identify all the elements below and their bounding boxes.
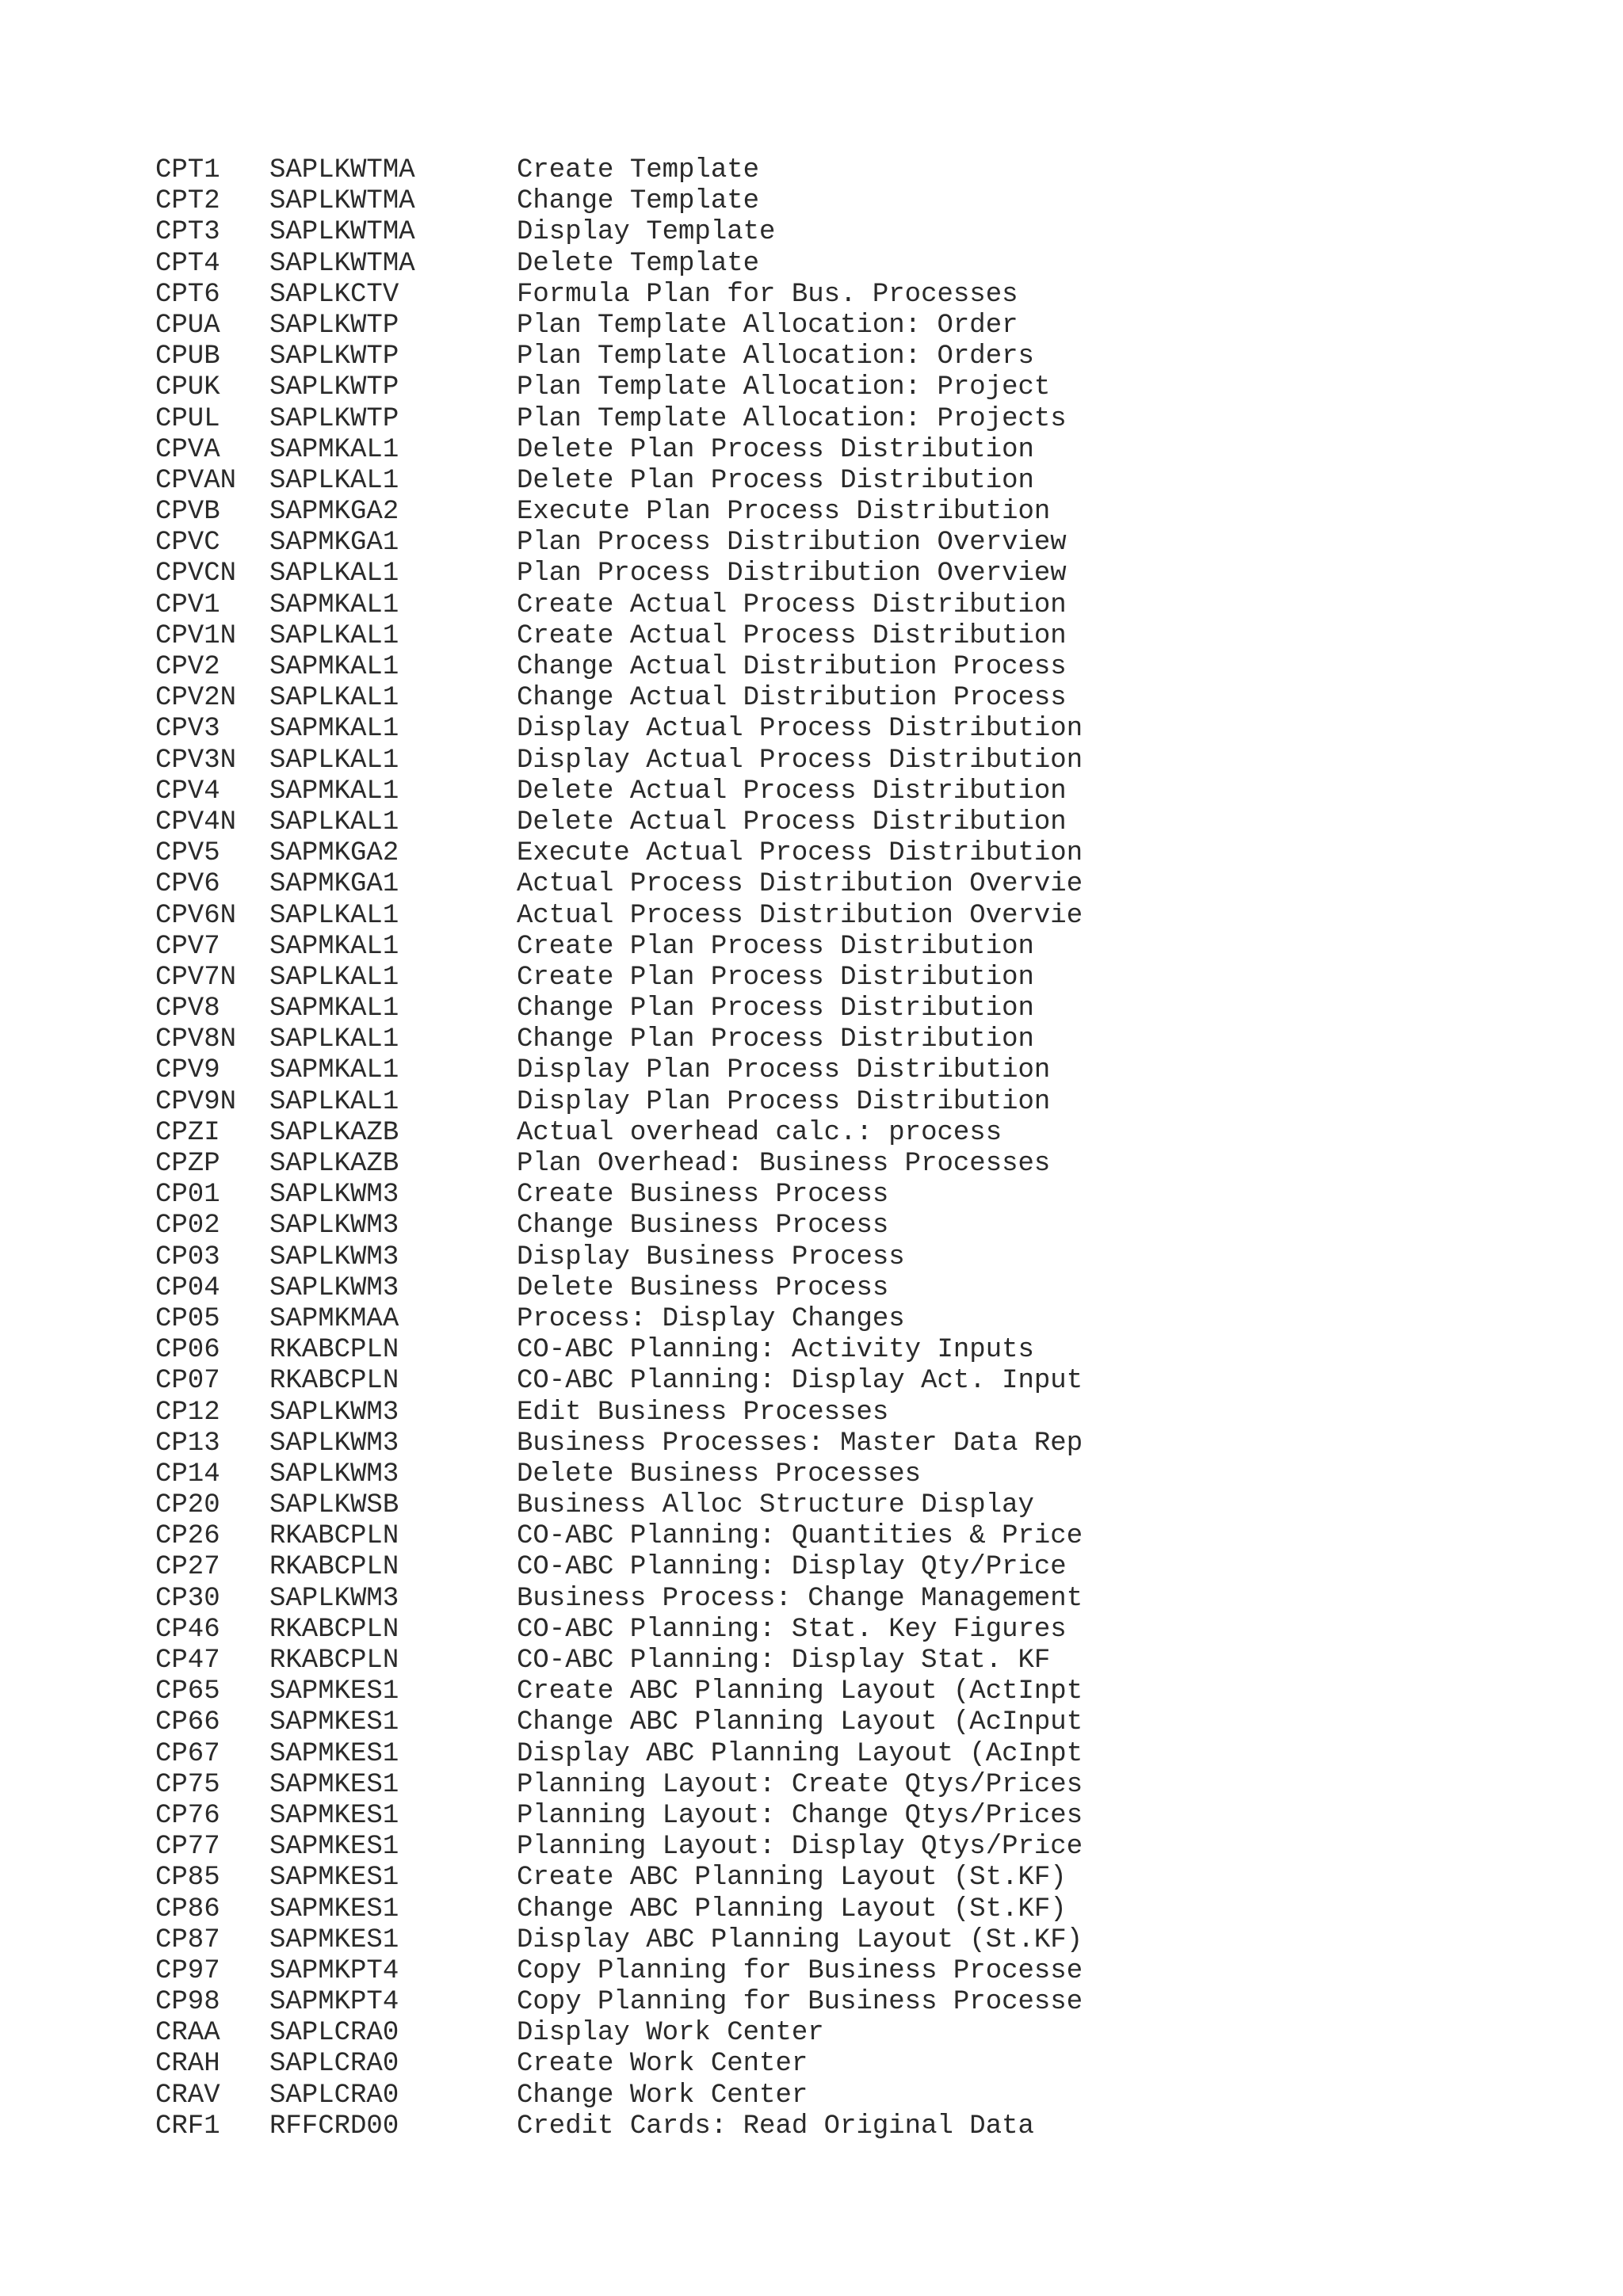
transaction-description: Delete Business Process — [517, 1272, 889, 1303]
transaction-code: CPV7 — [155, 931, 220, 962]
transaction-code: CP02 — [155, 1211, 220, 1241]
transaction-code: CPV1 — [155, 589, 220, 620]
program-name: SAPMKMAA — [269, 1303, 399, 1334]
transaction-description: Planning Layout: Display Qtys/Price — [517, 1832, 1083, 1863]
list-item — [155, 1925, 1455, 1956]
transaction-code: CPVAN — [155, 465, 237, 496]
transaction-code: CRAV — [155, 2080, 220, 2111]
list-item — [155, 590, 1455, 621]
transaction-code: CPV8 — [155, 994, 220, 1024]
transaction-code: CP05 — [155, 1303, 220, 1334]
program-name: SAPLKAL1 — [269, 465, 399, 496]
program-name: SAPLKWM3 — [269, 1211, 399, 1241]
program-name: SAPLKWTP — [269, 403, 399, 434]
program-name: RKABCPLN — [269, 1366, 399, 1397]
transaction-code: CRAH — [155, 2049, 220, 2080]
program-name: SAPMKPT4 — [269, 1987, 399, 2018]
list-item — [155, 1863, 1455, 1894]
list-item — [155, 1366, 1455, 1397]
transaction-code: CPZP — [155, 1149, 220, 1179]
transaction-code: CPV4 — [155, 776, 220, 807]
transaction-description: Change Plan Process Distribution — [517, 994, 1034, 1024]
list-item — [155, 1894, 1455, 1925]
transaction-code: CP20 — [155, 1490, 220, 1521]
list-item — [155, 1490, 1455, 1521]
program-name: SAPLKWTMA — [269, 217, 415, 248]
list-item — [155, 1552, 1455, 1583]
program-name: SAPLKCTV — [269, 279, 399, 310]
transaction-code: CP66 — [155, 1707, 220, 1738]
program-name: SAPMKAL1 — [269, 1055, 399, 1086]
transaction-description: CO-ABC Planning: Activity Inputs — [517, 1335, 1034, 1366]
transaction-description: Plan Template Allocation: Orders — [517, 341, 1034, 372]
program-name: SAPMKES1 — [269, 1894, 399, 1924]
transaction-description: Business Processes: Master Data Rep — [517, 1428, 1083, 1459]
transaction-description: Process: Display Changes — [517, 1303, 905, 1334]
program-name: SAPMKGA1 — [269, 528, 399, 559]
transaction-code: CPVA — [155, 434, 220, 465]
transaction-code: CPV7N — [155, 962, 237, 993]
list-item — [155, 2018, 1455, 2049]
transaction-description: Display Actual Process Distribution — [517, 714, 1083, 745]
transaction-description: Display Actual Process Distribution — [517, 745, 1083, 776]
program-name: SAPMKES1 — [269, 1924, 399, 1955]
transaction-description: CO-ABC Planning: Display Stat. KF — [517, 1646, 1051, 1676]
list-item — [155, 994, 1455, 1024]
program-name: SAPLKWTP — [269, 310, 399, 341]
program-name: SAPMKGA2 — [269, 838, 399, 869]
transaction-code: CPV2 — [155, 652, 220, 682]
transaction-description: Execute Actual Process Distribution — [517, 838, 1083, 869]
transaction-description: Planning Layout: Change Qtys/Prices — [517, 1800, 1083, 1831]
transaction-description: Change Work Center — [517, 2080, 808, 2111]
transaction-code: CPV9N — [155, 1086, 237, 1117]
transaction-description: Create Template — [517, 155, 760, 185]
transaction-code: CPV3 — [155, 714, 220, 745]
transaction-description: Edit Business Processes — [517, 1397, 889, 1428]
list-item — [155, 776, 1455, 807]
transaction-description: Business Alloc Structure Display — [517, 1490, 1034, 1521]
program-name: SAPLKWM3 — [269, 1180, 399, 1211]
program-name: SAPMKAL1 — [269, 776, 399, 807]
list-item — [155, 497, 1455, 528]
list-item — [155, 1055, 1455, 1086]
transaction-code: CPV9 — [155, 1055, 220, 1086]
program-name: SAPLKWM3 — [269, 1428, 399, 1459]
program-name: SAPLCRA0 — [269, 2018, 399, 2049]
transaction-code: CPT6 — [155, 279, 220, 310]
list-item — [155, 1521, 1455, 1552]
program-name: SAPMKPT4 — [269, 1955, 399, 1986]
program-name: SAPLKAL1 — [269, 1024, 399, 1055]
transaction-description: Copy Planning for Business Processe — [517, 1987, 1083, 2018]
list-item — [155, 1956, 1455, 1987]
program-name: RKABCPLN — [269, 1335, 399, 1366]
list-item — [155, 746, 1455, 776]
program-name: SAPLKAL1 — [269, 807, 399, 837]
transaction-description: Change ABC Planning Layout (St.KF) — [517, 1894, 1067, 1924]
transaction-description: Change Plan Process Distribution — [517, 1024, 1034, 1055]
program-name: SAPLKWTP — [269, 372, 399, 403]
program-name: SAPMKES1 — [269, 1676, 399, 1707]
transaction-code: CP85 — [155, 1863, 220, 1894]
list-item — [155, 466, 1455, 497]
transaction-code: CPUB — [155, 341, 220, 372]
program-name: SAPLKAL1 — [269, 559, 399, 589]
program-name: SAPLKWTP — [269, 341, 399, 372]
list-item — [155, 1024, 1455, 1055]
list-item — [155, 249, 1455, 280]
list-item — [155, 341, 1455, 372]
list-item — [155, 186, 1455, 217]
transaction-description: Display ABC Planning Layout (AcInpt — [517, 1738, 1083, 1769]
list-item — [155, 1304, 1455, 1335]
program-name: SAPLKWM3 — [269, 1583, 399, 1614]
transaction-code: CPV4N — [155, 807, 237, 837]
transaction-code-list — [155, 155, 1455, 2142]
list-item — [155, 963, 1455, 994]
list-item — [155, 1242, 1455, 1273]
transaction-code: CP76 — [155, 1800, 220, 1831]
transaction-description: Change Actual Distribution Process — [517, 683, 1067, 714]
transaction-description: Copy Planning for Business Processe — [517, 1955, 1083, 1986]
transaction-code: CPV3N — [155, 745, 237, 776]
program-name: SAPLKWTMA — [269, 186, 415, 217]
transaction-code: CP65 — [155, 1676, 220, 1707]
program-name: SAPMKES1 — [269, 1832, 399, 1863]
program-name: SAPLKAL1 — [269, 1086, 399, 1117]
program-name: SAPMKAL1 — [269, 589, 399, 620]
list-item — [155, 901, 1455, 932]
list-item — [155, 1987, 1455, 2018]
transaction-description: Plan Template Allocation: Projects — [517, 403, 1067, 434]
list-item — [155, 1428, 1455, 1459]
transaction-code: CP27 — [155, 1552, 220, 1583]
list-item — [155, 1707, 1455, 1738]
program-name: SAPLKAL1 — [269, 745, 399, 776]
list-item — [155, 155, 1455, 186]
program-name: SAPMKAL1 — [269, 714, 399, 745]
transaction-description: Display ABC Planning Layout (St.KF) — [517, 1924, 1083, 1955]
program-name: SAPMKES1 — [269, 1769, 399, 1800]
transaction-description: Formula Plan for Bus. Processes — [517, 279, 1018, 310]
list-item — [155, 311, 1455, 341]
transaction-code: CPVC — [155, 528, 220, 559]
transaction-description: Create Actual Process Distribution — [517, 620, 1067, 651]
transaction-code: CPV2N — [155, 683, 237, 714]
transaction-description: Business Process: Change Management — [517, 1583, 1083, 1614]
transaction-description: Actual Process Distribution Overvie — [517, 869, 1083, 900]
transaction-code: CPZI — [155, 1117, 220, 1148]
transaction-description: Delete Plan Process Distribution — [517, 465, 1034, 496]
program-name: RKABCPLN — [269, 1646, 399, 1676]
transaction-description: Create Plan Process Distribution — [517, 931, 1034, 962]
list-item — [155, 2081, 1455, 2111]
list-item — [155, 714, 1455, 745]
transaction-code: CPVCN — [155, 559, 237, 589]
program-name: RKABCPLN — [269, 1521, 399, 1552]
transaction-code: CP67 — [155, 1738, 220, 1769]
transaction-description: Display Plan Process Distribution — [517, 1055, 1051, 1086]
program-name: SAPLKAL1 — [269, 683, 399, 714]
list-item — [155, 1646, 1455, 1676]
list-item — [155, 435, 1455, 466]
transaction-code: CP07 — [155, 1366, 220, 1397]
list-item — [155, 1832, 1455, 1863]
transaction-description: Change Actual Distribution Process — [517, 652, 1067, 682]
transaction-code: CP01 — [155, 1180, 220, 1211]
transaction-code: CPT4 — [155, 248, 220, 279]
list-item — [155, 217, 1455, 248]
program-name: SAPLKAZB — [269, 1149, 399, 1179]
list-item — [155, 652, 1455, 683]
transaction-code: CPT1 — [155, 155, 220, 185]
program-name: SAPLKAL1 — [269, 620, 399, 651]
list-item — [155, 280, 1455, 311]
transaction-code: CPT3 — [155, 217, 220, 248]
program-name: SAPMKGA2 — [269, 497, 399, 528]
transaction-description: Create Work Center — [517, 2049, 808, 2080]
transaction-description: Execute Plan Process Distribution — [517, 497, 1051, 528]
list-item — [155, 372, 1455, 403]
list-item — [155, 683, 1455, 714]
program-name: SAPLKWTMA — [269, 248, 415, 279]
list-item — [155, 932, 1455, 963]
list-item — [155, 528, 1455, 559]
program-name: SAPLCRA0 — [269, 2049, 399, 2080]
transaction-description: Credit Cards: Read Original Data — [517, 2111, 1034, 2142]
transaction-code: CP97 — [155, 1955, 220, 1986]
transaction-description: CO-ABC Planning: Quantities & Price — [517, 1521, 1083, 1552]
program-name: SAPMKES1 — [269, 1738, 399, 1769]
program-name: RFFCRD00 — [269, 2111, 399, 2142]
list-item — [155, 1459, 1455, 1490]
program-name: SAPLKWSB — [269, 1490, 399, 1521]
list-item — [155, 2049, 1455, 2080]
transaction-code: CPUA — [155, 310, 220, 341]
transaction-code: CP47 — [155, 1646, 220, 1676]
transaction-code: CP06 — [155, 1335, 220, 1366]
transaction-code: CRAA — [155, 2018, 220, 2049]
list-item — [155, 807, 1455, 838]
transaction-description: Delete Actual Process Distribution — [517, 807, 1067, 837]
transaction-description: Display Work Center — [517, 2018, 824, 2049]
program-name: SAPMKAL1 — [269, 434, 399, 465]
transaction-description: Create Business Process — [517, 1180, 889, 1211]
list-item — [155, 1739, 1455, 1770]
list-item — [155, 1676, 1455, 1707]
list-item — [155, 1273, 1455, 1304]
transaction-description: Display Template — [517, 217, 776, 248]
list-item — [155, 2111, 1455, 2142]
transaction-code: CP46 — [155, 1614, 220, 1645]
program-name: SAPMKES1 — [269, 1707, 399, 1738]
transaction-code: CPUL — [155, 403, 220, 434]
transaction-code: CRF1 — [155, 2111, 220, 2142]
program-name: SAPMKAL1 — [269, 931, 399, 962]
transaction-code: CP12 — [155, 1397, 220, 1428]
list-item — [155, 1211, 1455, 1241]
transaction-code: CP87 — [155, 1924, 220, 1955]
list-item — [155, 838, 1455, 869]
transaction-description: Plan Overhead: Business Processes — [517, 1149, 1051, 1179]
transaction-description: Plan Process Distribution Overview — [517, 528, 1067, 559]
program-name: SAPLKAL1 — [269, 900, 399, 931]
transaction-code: CPV1N — [155, 620, 237, 651]
transaction-description: Actual overhead calc.: process — [517, 1117, 1002, 1148]
transaction-code: CP03 — [155, 1241, 220, 1272]
list-item — [155, 1335, 1455, 1366]
transaction-code: CPV6N — [155, 900, 237, 931]
transaction-code: CP14 — [155, 1459, 220, 1489]
transaction-description: Change Business Process — [517, 1211, 889, 1241]
transaction-code: CP26 — [155, 1521, 220, 1552]
program-name: SAPLKAZB — [269, 1117, 399, 1148]
transaction-description: Plan Process Distribution Overview — [517, 559, 1067, 589]
transaction-description: Create ABC Planning Layout (ActInpt — [517, 1676, 1083, 1707]
list-item — [155, 559, 1455, 589]
list-item — [155, 1770, 1455, 1801]
transaction-code: CPV5 — [155, 838, 220, 869]
list-item — [155, 1149, 1455, 1180]
transaction-description: Delete Business Processes — [517, 1459, 922, 1489]
list-item — [155, 1615, 1455, 1646]
transaction-description: Create Actual Process Distribution — [517, 589, 1067, 620]
program-name: SAPLKWTMA — [269, 155, 415, 185]
list-item — [155, 1398, 1455, 1428]
transaction-code: CPV6 — [155, 869, 220, 900]
program-name: SAPLCRA0 — [269, 2080, 399, 2111]
transaction-code: CP30 — [155, 1583, 220, 1614]
transaction-description: Plan Template Allocation: Project — [517, 372, 1051, 403]
program-name: SAPMKAL1 — [269, 652, 399, 682]
transaction-code: CP75 — [155, 1769, 220, 1800]
program-name: SAPMKAL1 — [269, 994, 399, 1024]
transaction-code: CPV8N — [155, 1024, 237, 1055]
list-item — [155, 1584, 1455, 1615]
list-item — [155, 1801, 1455, 1832]
transaction-code: CP04 — [155, 1272, 220, 1303]
transaction-code: CP77 — [155, 1832, 220, 1863]
program-name: SAPLKAL1 — [269, 962, 399, 993]
list-item — [155, 621, 1455, 652]
transaction-description: Create Plan Process Distribution — [517, 962, 1034, 993]
transaction-description: Display Business Process — [517, 1241, 905, 1272]
program-name: SAPLKWM3 — [269, 1272, 399, 1303]
transaction-description: Create ABC Planning Layout (St.KF) — [517, 1863, 1067, 1894]
transaction-code: CPUK — [155, 372, 220, 403]
program-name: RKABCPLN — [269, 1552, 399, 1583]
transaction-description: Change ABC Planning Layout (AcInput — [517, 1707, 1083, 1738]
list-item — [155, 1180, 1455, 1211]
program-name: SAPLKWM3 — [269, 1241, 399, 1272]
list-item — [155, 1087, 1455, 1118]
transaction-description: Planning Layout: Create Qtys/Prices — [517, 1769, 1083, 1800]
program-name: SAPMKES1 — [269, 1863, 399, 1894]
transaction-description: CO-ABC Planning: Display Act. Input — [517, 1366, 1083, 1397]
program-name: SAPLKWM3 — [269, 1397, 399, 1428]
list-item — [155, 404, 1455, 435]
transaction-description: Delete Plan Process Distribution — [517, 434, 1034, 465]
transaction-description: Display Plan Process Distribution — [517, 1086, 1051, 1117]
program-name: SAPMKES1 — [269, 1800, 399, 1831]
list-item — [155, 1118, 1455, 1149]
program-name: SAPLKWM3 — [269, 1459, 399, 1489]
transaction-description: Delete Actual Process Distribution — [517, 776, 1067, 807]
transaction-description: CO-ABC Planning: Stat. Key Figures — [517, 1614, 1067, 1645]
program-name: RKABCPLN — [269, 1614, 399, 1645]
transaction-code: CP86 — [155, 1894, 220, 1924]
transaction-code: CPT2 — [155, 186, 220, 217]
transaction-code: CPVB — [155, 497, 220, 528]
transaction-code: CP13 — [155, 1428, 220, 1459]
transaction-description: Plan Template Allocation: Order — [517, 310, 1018, 341]
program-name: SAPMKGA1 — [269, 869, 399, 900]
list-item — [155, 869, 1455, 900]
transaction-description: Actual Process Distribution Overvie — [517, 900, 1083, 931]
transaction-description: CO-ABC Planning: Display Qty/Price — [517, 1552, 1067, 1583]
transaction-description: Delete Template — [517, 248, 760, 279]
transaction-description: Change Template — [517, 186, 760, 217]
transaction-code: CP98 — [155, 1987, 220, 2018]
